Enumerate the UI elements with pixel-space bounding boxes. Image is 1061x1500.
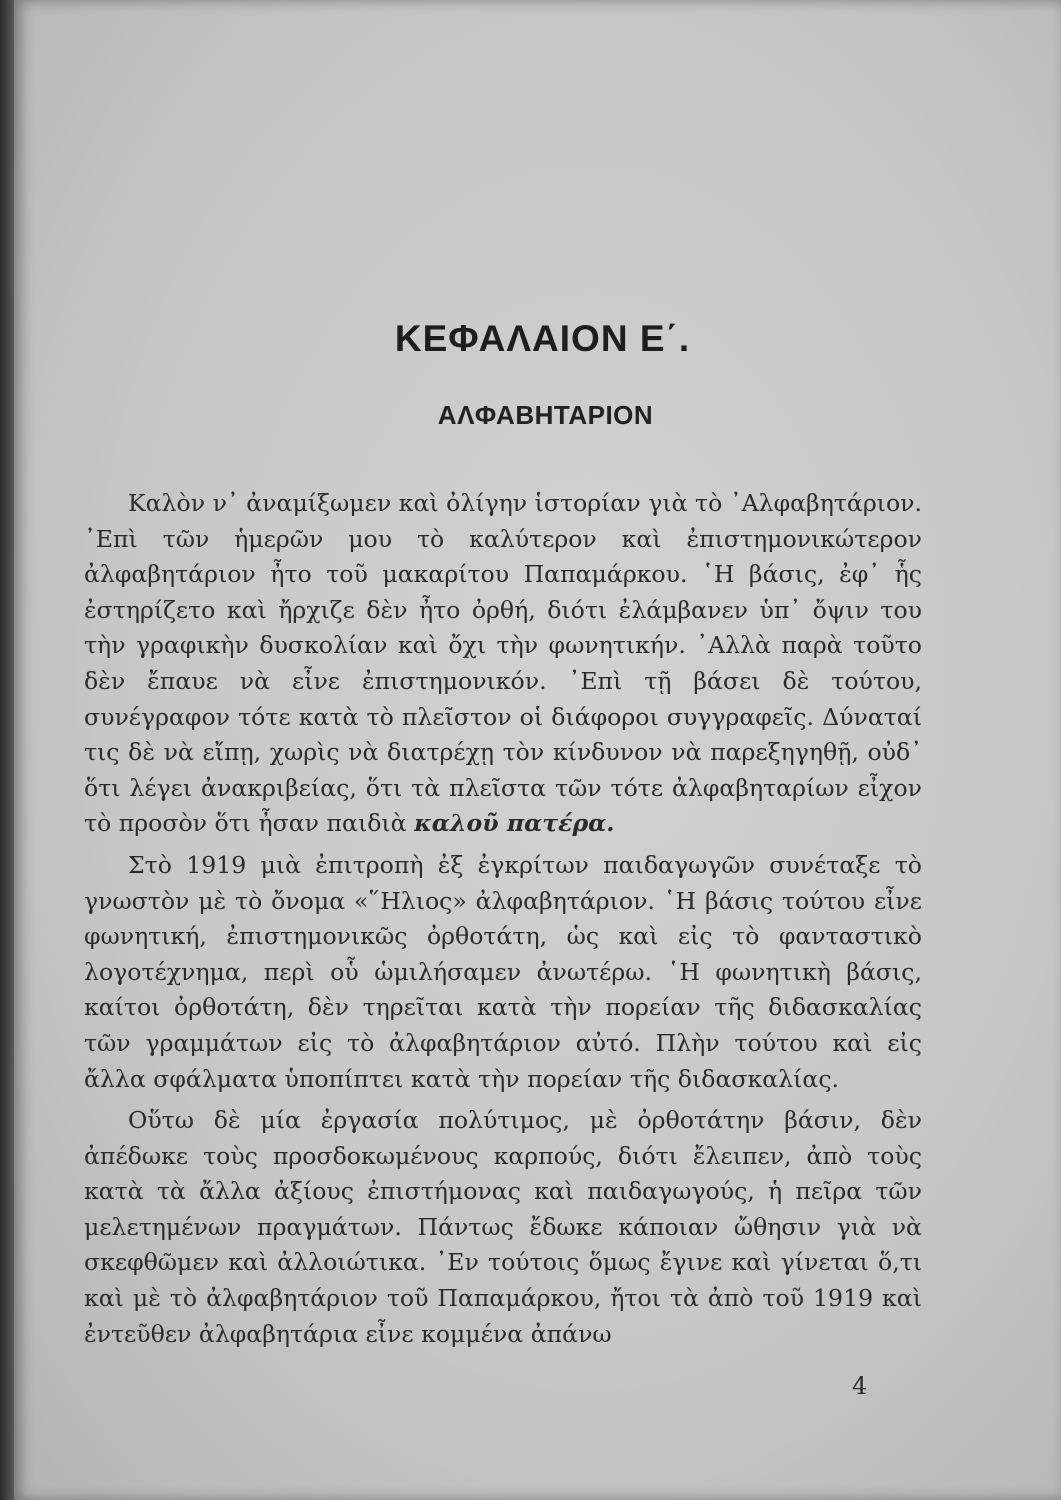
paragraph-1: [84, 486, 922, 842]
paragraph-1-emphasis: καλοῦ πατέρα.: [414, 809, 615, 838]
book-page: [14, 0, 1061, 1500]
paragraph-1-text: Καλὸν ν᾿ ἀναμίξωμεν καὶ ὀλίγην ἱστορίαν γιὰ τὸ ᾿Αλφαβητάριον. ᾿Επὶ τῶν ἡμερῶν μου τὸ καλύτερον καὶ ἐπιστημονικώτερον ἀλφαβητάριον ἦτο τοῦ μακαρίτου Παπαμάρκου. ῾Η βάσις, ἐφ᾿ ἧς ἐστηρίζετο καὶ ἤρχιζε δὲν ἦτο ὀρθή, διότι ἐλάμβανεν ὑπ᾿ ὄψιν του τὴν γραφικὴν δυσκολίαν καὶ ὄχι τὴν φωνητικήν. ᾿Αλλὰ παρὰ τοῦτο δὲν ἔπαυε νὰ εἶνε ἐπιστημονικόν. ᾿Επὶ τῇ βάσει δὲ τούτου, συνέγραφον τότε κατὰ τὸ πλεῖστον οἱ διάφοροι συγγραφεῖς. Δύναταί τις δὲ νὰ εἴπῃ, χωρὶς νὰ διατρέχῃ τὸν κίνδυνον νὰ παρεξηγηθῇ, οὐδ᾿ ὅτι λέγει ἀνακριβείας, ὅτι τὰ πλεῖστα τῶν τότε ἀλφαβηταρίων εἶχον τὸ προσὸν ὅτι ἦσαν παιδιὰ: [84, 489, 922, 838]
chapter-title: ΚΕΦΑΛΑΙΟΝ Ε΄.: [394, 318, 691, 359]
section-title: ΑΛΦΑΒΗΤΑΡΙΟΝ: [437, 400, 654, 430]
paragraph-3: Οὕτω δὲ μία ἐργασία πολύτιμος, μὲ ὀρθοτάτην βάσιν, δὲν ἀπέδωκε τοὺς προσδοκωμένους καρπούς, διότι ἔλειπεν, ἀπὸ τοὺς κατὰ τὰ ἄλλα ἀξίους ἐπιστήμονας καὶ παιδαγωγούς, ἡ πεῖρα τῶν μελετημένων πραγμάτων. Πάντως ἔδωκε κάποιαν ὤθησιν γιὰ νὰ σκεφθῶμεν καὶ ἀλλοιώτικα. ᾿Εν τούτοις ὅμως ἔγινε καὶ γίνεται ὅ,τι καὶ μὲ τὸ ἀλφαβητάριον τοῦ Παπαμάρκου, ἤτοι τὰ ἀπὸ τοῦ 1919 καὶ ἐντεῦθεν ἀλφαβητάρια εἶνε κομμένα ἀπάνω: [84, 1106, 922, 1348]
book-spine-edge: [0, 0, 14, 1500]
page-number: 4: [852, 1372, 868, 1400]
body-text: [84, 486, 922, 1358]
paragraph-2: Στὸ 1919 μιὰ ἐπιτροπὴ ἐξ ἐγκρίτων παιδαγωγῶν συνέταξε τὸ γνωστὸν μὲ τὸ ὄνομα «῞Ηλιος» ἀλφαβητάριον. ῾Η βάσις τούτου εἶνε φωνητική, ἐπιστημονικῶς ὀρθοτάτη, ὡς καὶ εἰς τὸ φανταστικὸ λογοτέχνημα, περὶ οὗ ὡμιλήσαμεν ἀνωτέρω. ῾Η φωνητικὴ βάσις, καίτοι ὀρθοτάτη, δὲν τηρεῖται κατὰ τὴν πορείαν τῆς διδασκαλίας τῶν γραμμάτων εἰς τὸ ἀλφαβητάριον αὐτό. Πλὴν τούτου καὶ εἰς ἄλλα σφάλματα ὑποπίπτει κατὰ τὴν πορείαν τῆς διδασκαλίας.: [84, 850, 922, 1093]
